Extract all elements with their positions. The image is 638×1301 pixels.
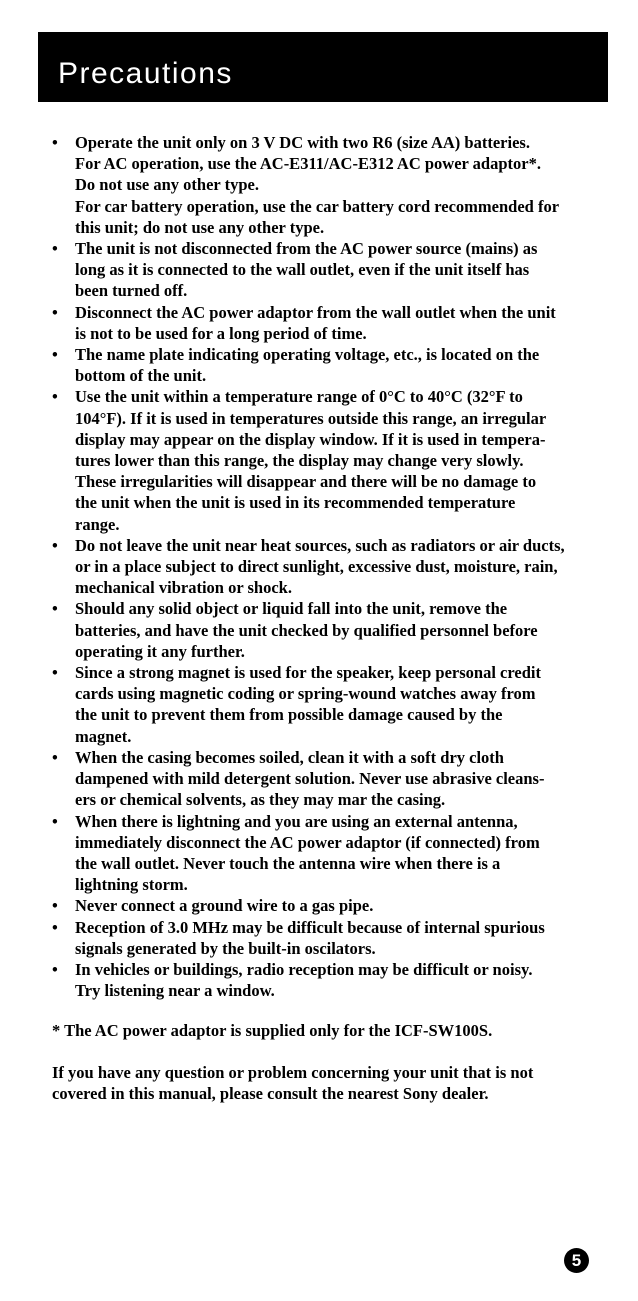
precaution-line: For AC operation, use the AC-E311/AC-E312 AC power adaptor*. bbox=[75, 154, 541, 174]
precaution-line: immediately disconnect the AC power adaptor (if connected) from bbox=[75, 832, 540, 852]
precaution-line: the unit to prevent them from possible damage caused by the bbox=[75, 705, 503, 725]
section-header-bar bbox=[38, 32, 608, 102]
bullet-icon: • bbox=[52, 917, 58, 937]
precaution-line: Reception of 3.0 MHz may be difficult because of internal spurious bbox=[75, 917, 545, 937]
precaution-line: Do not use any other type. bbox=[75, 175, 259, 195]
precaution-line: lightning storm. bbox=[75, 875, 188, 895]
bullet-icon: • bbox=[52, 747, 58, 767]
precaution-line: signals generated by the built-in oscilators. bbox=[75, 938, 376, 958]
precaution-line: mechanical vibration or shock. bbox=[75, 578, 292, 598]
precaution-line: bottom of the unit. bbox=[75, 366, 207, 386]
precaution-item bbox=[52, 811, 616, 896]
precaution-item bbox=[52, 662, 616, 747]
precaution-item bbox=[52, 302, 616, 344]
precaution-item bbox=[52, 895, 616, 916]
precaution-item bbox=[52, 238, 616, 302]
bullet-icon: • bbox=[52, 387, 58, 407]
precaution-line: ers or chemical solvents, as they may mar the casing. bbox=[75, 790, 446, 810]
precaution-item bbox=[52, 917, 616, 959]
precaution-line: this unit; do not use any other type. bbox=[75, 217, 325, 237]
precaution-line: operating it any further. bbox=[75, 641, 245, 661]
precaution-item bbox=[52, 959, 616, 1001]
page-number-badge: 5 bbox=[564, 1248, 589, 1273]
precaution-line: the unit when the unit is used in its recommended temperature bbox=[75, 493, 516, 513]
precautions-content bbox=[52, 132, 616, 1104]
precaution-line: In vehicles or buildings, radio reception may be difficult or noisy. bbox=[75, 959, 533, 979]
precaution-line: Disconnect the AC power adaptor from the wall outlet when the unit bbox=[75, 302, 556, 322]
closing-note-line: covered in this manual, please consult the nearest Sony dealer. bbox=[52, 1083, 489, 1103]
precaution-line: Try listening near a window. bbox=[75, 981, 275, 1001]
precaution-line: Use the unit within a temperature range of 0°C to 40°C (32°F to bbox=[75, 387, 523, 407]
precaution-line: These irregularities will disappear and there will be no damage to bbox=[75, 472, 537, 492]
precaution-line: magnet. bbox=[75, 726, 132, 746]
bullet-icon: • bbox=[52, 345, 58, 365]
bullet-icon: • bbox=[52, 239, 58, 259]
precaution-line: The unit is not disconnected from the AC power source (mains) as bbox=[75, 239, 538, 259]
precaution-line: dampened with mild detergent solution. Never use abrasive cleans- bbox=[75, 769, 545, 789]
precaution-line: range. bbox=[75, 514, 120, 534]
bullet-icon: • bbox=[52, 811, 58, 831]
precaution-item bbox=[52, 747, 616, 811]
precaution-line: been turned off. bbox=[75, 281, 188, 301]
bullet-icon: • bbox=[52, 302, 58, 322]
precaution-line: cards using magnetic coding or spring-wound watches away from bbox=[75, 684, 536, 704]
precaution-line: For car battery operation, use the car battery cord recommended for bbox=[75, 196, 560, 216]
precaution-line: is not to be used for a long period of time. bbox=[75, 323, 367, 343]
precaution-line: When the casing becomes soiled, clean it with a soft dry cloth bbox=[75, 747, 504, 767]
precaution-line: the wall outlet. Never touch the antenna wire when there is a bbox=[75, 853, 501, 873]
precaution-line: 104°F). If it is used in temperatures outside this range, an irregular bbox=[75, 408, 547, 428]
precaution-item bbox=[52, 535, 616, 599]
precaution-item bbox=[52, 386, 616, 534]
precaution-line: Never connect a ground wire to a gas pipe. bbox=[75, 896, 374, 916]
precaution-line: Do not leave the unit near heat sources, such as radiators or air ducts, bbox=[75, 535, 565, 555]
precaution-line: When there is lightning and you are using an external antenna, bbox=[75, 811, 518, 831]
precaution-item bbox=[52, 344, 616, 386]
precaution-line: Should any solid object or liquid fall into the unit, remove the bbox=[75, 599, 508, 619]
precaution-line: Since a strong magnet is used for the speaker, keep personal credit bbox=[75, 663, 541, 683]
precaution-item bbox=[52, 598, 616, 662]
bullet-icon: • bbox=[52, 959, 58, 979]
precaution-line: long as it is connected to the wall outlet, even if the unit itself has bbox=[75, 260, 530, 280]
precautions-list bbox=[52, 132, 616, 1001]
precaution-line: batteries, and have the unit checked by qualified personnel before bbox=[75, 620, 538, 640]
closing-note-line: If you have any question or problem concerning your unit that is not bbox=[52, 1062, 534, 1082]
precaution-line: display may appear on the display window. If it is used in tempera- bbox=[75, 429, 546, 449]
precaution-line: or in a place subject to direct sunlight, excessive dust, moisture, rain, bbox=[75, 557, 558, 577]
closing-note bbox=[52, 1062, 616, 1104]
precaution-line: tures lower than this range, the display may change very slowly. bbox=[75, 451, 524, 471]
bullet-icon: • bbox=[52, 133, 58, 152]
precaution-line: Operate the unit only on 3 V DC with two R6 (size AA) batteries. bbox=[75, 133, 530, 152]
section-title: Precautions bbox=[58, 57, 233, 90]
bullet-icon: • bbox=[52, 535, 58, 555]
precaution-line: The name plate indicating operating voltage, etc., is located on the bbox=[75, 345, 540, 365]
bullet-icon: • bbox=[52, 896, 58, 916]
adaptor-footnote: * The AC power adaptor is supplied only for the ICF-SW100S. bbox=[52, 1021, 493, 1041]
bullet-icon: • bbox=[52, 599, 58, 619]
precaution-item bbox=[52, 132, 616, 238]
bullet-icon: • bbox=[52, 663, 58, 683]
